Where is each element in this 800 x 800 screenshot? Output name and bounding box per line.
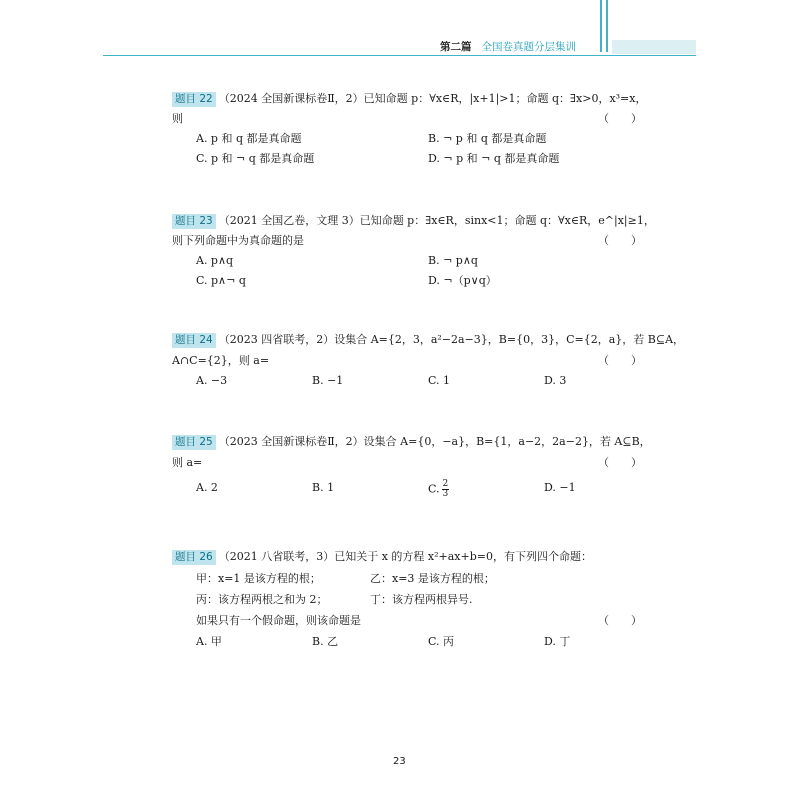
question-line1: （2024 全国新课标卷Ⅱ，2）已知命题 p：∀x∈R，|x+1|>1；命题 q：∃x>0，x³=x，	[218, 92, 647, 105]
question-line1: （2021 全国乙卷，文理 3）已知命题 p：∃x∈R，sinx<1；命题 q：∀x∈R，e^|x|≥1，	[218, 214, 655, 227]
option-b: B. 1	[312, 481, 335, 494]
statement-ding: 丁：该方程两根异号.	[370, 593, 473, 606]
question-line1: （2021 八省联考，3）已知关于 x 的方程 x²+ax+b=0，有下列四个命题：	[218, 550, 592, 563]
question-stem	[172, 434, 651, 450]
option-d: D. −1	[544, 481, 576, 494]
option-a: A. p∧q	[196, 254, 234, 267]
option-b: B. ¬ p∧q	[428, 254, 478, 267]
answer-paren: （ ）	[598, 456, 642, 469]
option-c: C. p 和 ¬ q 都是真命题	[196, 152, 315, 165]
answer-paren: （ ）	[598, 234, 642, 247]
question-line2: 则 a=	[172, 456, 203, 469]
header-rule-right	[606, 0, 608, 52]
question-tag: 题目 25	[172, 435, 216, 450]
question-tag: 题目 26	[172, 550, 216, 565]
page-number: 23	[393, 756, 406, 767]
option-a: A. −3	[196, 374, 228, 387]
question-stem	[172, 332, 684, 348]
question-line2: A∩C={2}，则 a=	[172, 354, 270, 367]
option-d: D. ¬ p 和 ¬ q 都是真命题	[428, 152, 560, 165]
fraction-denominator: 3	[442, 489, 449, 499]
question-tag: 题目 22	[172, 92, 216, 107]
question-stem	[172, 549, 592, 565]
option-c: C. 丙	[428, 635, 455, 648]
header-rule-left	[600, 0, 602, 52]
header-title: 全国卷真题分层集训	[481, 41, 576, 53]
question-line1: （2023 全国新课标卷Ⅱ，2）设集合 A={0，−a}，B={1，a−2，2a−2}，若 A⊆B，	[218, 435, 651, 448]
option-c	[428, 480, 449, 499]
question-line2: 则	[172, 112, 183, 125]
option-a: A. 2	[196, 481, 218, 494]
answer-paren: （ ）	[598, 112, 642, 125]
header-underline	[103, 55, 696, 56]
option-d: D. ¬（p∨q）	[428, 274, 497, 287]
running-header	[440, 39, 576, 54]
question-tag: 题目 24	[172, 333, 216, 348]
answer-paren: （ ）	[598, 614, 642, 627]
option-b: B. ¬ p 和 q 都是真命题	[428, 132, 547, 145]
fraction	[442, 480, 450, 499]
option-c-label: C.	[428, 482, 440, 496]
question-line1: （2023 四省联考，2）设集合 A={2，3，a²−2a−3}，B={0，3}，C={2，a}，若 B⊆A，	[218, 333, 685, 346]
option-b: B. −1	[312, 374, 344, 387]
header-band	[612, 40, 696, 54]
question-tag: 题目 23	[172, 214, 216, 229]
question-line2: 如果只有一个假命题，则该命题是	[196, 614, 361, 627]
question-stem	[172, 213, 655, 229]
question-line2: 则下列命题中为真命题的是	[172, 234, 304, 247]
option-a: A. p 和 q 都是真命题	[196, 132, 302, 145]
option-d: D. 3	[544, 374, 567, 387]
option-b: B. 乙	[312, 635, 339, 648]
fraction-numerator: 2	[442, 479, 449, 489]
option-d: D. 丁	[544, 635, 571, 648]
question-stem	[172, 91, 646, 107]
option-c: C. 1	[428, 374, 451, 387]
statement-yi: 乙：x=3 是该方程的根；	[370, 572, 495, 585]
header-part: 第二篇	[440, 41, 472, 53]
option-a: A. 甲	[196, 635, 222, 648]
option-c: C. p∧¬ q	[196, 274, 246, 287]
statement-bing: 丙：该方程两根之和为 2；	[196, 593, 328, 606]
answer-paren: （ ）	[598, 354, 642, 367]
statement-jia: 甲：x=1 是该方程的根；	[196, 572, 321, 585]
